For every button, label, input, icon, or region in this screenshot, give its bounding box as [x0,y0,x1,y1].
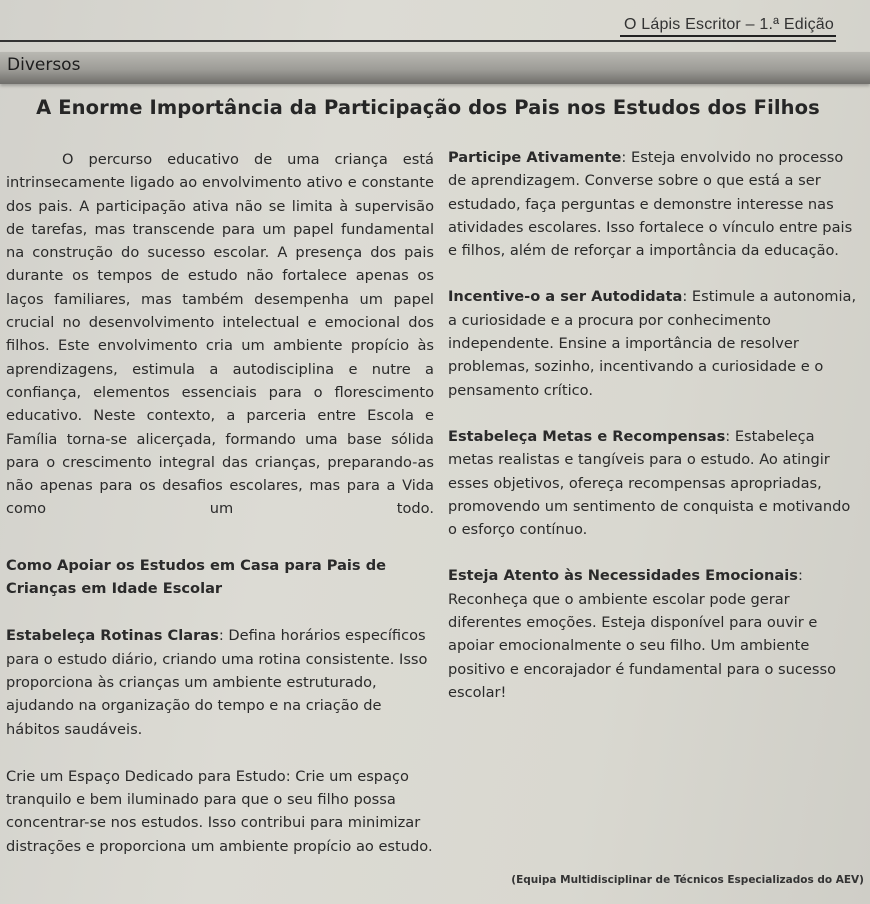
article-title: A Enorme Importância da Participação dos Pais nos Estudos dos Filhos [36,96,820,119]
intro-text: O percurso educativo de uma criança está intrinsecamente ligado ao envolvimento ativo e constante dos pais. A participação ativa não se limita à supervisão de tarefas, mas transcende para um papel fundamental na construção do sucesso escolar. A presença dos pais durante os tempos de estudo não fortalece apenas os laços familiares, mas também desempenha um papel crucial no desenvolvimento intelectual e emocional dos filhos. Este envolvimento cria um ambiente propício às aprendizagens, estimula a autodisciplina e nutre a confiança, elementos essenciais para o florescimento educativo. Neste contexto, a parceria entre Escola e Família torna-se alicerçada, formando uma base sólida para o crescimento integral das crianças, preparando-as não apenas para os desafios escolares, mas para a Vida como um todo. [6,151,434,518]
intro-paragraph [6,148,434,521]
page-header [0,10,870,38]
tip-title: Incentive-o a ser Autodidata [448,288,683,306]
tip-goals [448,425,860,541]
tip-participate [448,146,860,262]
tip-text: Crie um Espaço Dedicado para Estudo: Crie um espaço tranquilo e bem iluminado para que o seu filho possa concentrar-se nos estudos. Isso contribui para minimizar distrações e proporciona um ambiente propício ao estudo. [6,767,433,855]
tip-routines [6,624,434,740]
tip-study-space [6,765,434,858]
tip-text: : Reconheça que o ambiente escolar pode gerar diferentes emoções. Esteja disponível para ouvir e apoiar emocionalmente o seu filho. Um ambiente positivo e encorajador é fundamental para o sucesso escolar! [448,567,837,701]
section-label: Diversos [7,55,81,75]
tip-text: : Estimule a autonomia, a curiosidade e a procura por conhecimento independente. Ensine a importância de resolver problemas, sozinho, incentivando a curiosidade e o pensamento crítico. [448,288,857,399]
tip-title: Participe Ativamente [448,149,622,166]
section-subheading: Como Apoiar os Estudos em Casa para Pais de Crianças em Idade Escolar [6,556,387,598]
tip-text: : Defina horários específicos para o estudo diário, criando uma rotina consistente. Isso proporciona às crianças um ambiente estruturado, ajudando na organização do tempo e na criação de hábitos saudáveis. [6,627,428,738]
tip-emotional [448,564,860,704]
publication-title: O Lápis Escritor – 1.ª Edição [620,16,836,37]
header-rule [0,40,836,42]
tip-title: Esteja Atento às Necessidades Emocionais [448,567,798,585]
tip-text: : Esteja envolvido no processo de aprendizagem. Converse sobre o que está a ser estudado, faça perguntas e demonstre interesse nas atividades escolares. Isso fortalece o vínculo entre pais e filhos, além de reforçar a importância da educação. [448,149,853,260]
tip-text: : Estabeleça metas realistas e tangíveis para o estudo. Ao atingir esses objetivos, ofereça recompensas apropriadas, promovendo um sentimento de conquista e motivando o esforço contínuo. [448,427,851,539]
article-credit: (Equipa Multidisciplinar de Técnicos Especializados do AEV) [511,874,864,886]
tip-title: Estabeleça Rotinas Claras [6,627,219,645]
tip-autodidact [448,285,860,401]
section-bar [0,52,870,84]
left-column [6,148,434,858]
tip-title: Estabeleça Metas e Recompensas [448,427,726,445]
right-column [448,146,860,704]
